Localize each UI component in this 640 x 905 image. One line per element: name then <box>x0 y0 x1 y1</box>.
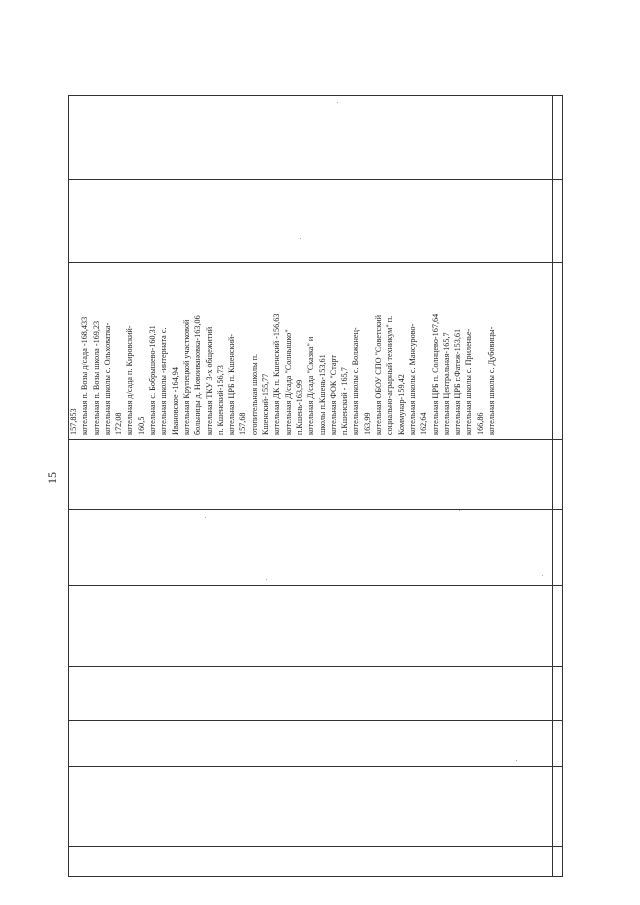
list-item: котельная школы с. Волжанец- <box>351 327 361 435</box>
list-item: 163,99 <box>362 412 372 435</box>
list-item: котельная Д/сада "Солнышко" <box>283 329 293 435</box>
scan-speck <box>516 760 517 761</box>
list-item: 172,08 <box>114 412 124 435</box>
scan-speck <box>459 510 460 511</box>
list-item: больницы д. Новоивановка-163,06 <box>193 315 203 435</box>
list-item: котельная ЦРБ п. Кшенский- <box>227 334 237 435</box>
list-item: школы п.Кшень-153,61 <box>317 354 327 435</box>
list-item: котельная ТКУ 3-х общежитий <box>204 326 214 435</box>
page-number: 15 <box>45 472 59 484</box>
list-item: котельная п. Возы д/сада -168,433 <box>80 316 90 435</box>
list-item: котельная п. Возы школа -169,23 <box>91 320 101 435</box>
list-item: котельная школы с. Дубовицы- <box>486 326 496 435</box>
scan-speck <box>300 238 301 239</box>
boiler-list-cell <box>68 262 563 438</box>
list-item: п.Кшень-163,99 <box>294 379 304 435</box>
list-item: социально-аграрный техникум" п. <box>385 315 395 435</box>
scan-speck <box>542 575 543 576</box>
list-item: котельная Крупецкой участковой <box>181 319 191 435</box>
list-item: Коммунар-159,42 <box>396 374 406 435</box>
boiler-list <box>68 265 497 435</box>
list-item: котельная ДК п. Кшенский -156,63 <box>272 313 282 435</box>
list-item: Ивановское -164,94 <box>170 367 180 435</box>
scan-speck <box>205 517 206 518</box>
table-row-divider <box>69 439 562 440</box>
list-item: 157,853 <box>69 408 78 435</box>
list-item: котельная ЦРБ г.Фатеж-153,61 <box>453 328 463 435</box>
list-item: котельная школы с. Ольховатка- <box>102 322 112 435</box>
list-item: отопительная школы п. <box>249 353 259 435</box>
list-item: котельная с. Бобрышево-160,31 <box>148 325 158 435</box>
table-row-divider <box>69 666 562 667</box>
table-row-divider <box>69 846 562 847</box>
list-item: 166,86 <box>475 412 485 435</box>
list-item: котельная школы -интерната с. <box>159 327 169 435</box>
list-item: котельная ЦРБ п. Солнцево-167,64 <box>430 313 440 435</box>
list-item: котельная школы с. Приленье- <box>464 328 474 435</box>
scan-speck <box>266 579 267 580</box>
list-item: котельная ФОК "Старт <box>328 355 338 435</box>
list-item: котельная школы с. Мансурово- <box>407 323 417 435</box>
list-item: 162,64 <box>419 412 429 435</box>
table-column-divider <box>552 96 553 876</box>
list-item: Кшенский-155,77 <box>261 373 271 435</box>
list-item: котельная Центральная-165,7 <box>441 332 451 435</box>
table-row-divider <box>69 509 562 510</box>
scan-speck <box>337 102 338 103</box>
table-row-divider <box>69 179 562 180</box>
list-item: котельная ОБОУ СПО "Советский <box>374 315 384 435</box>
list-item: котельная д/сада п. Кировский- <box>125 325 135 435</box>
table-row-divider <box>69 720 562 721</box>
table-row-divider <box>69 766 562 767</box>
list-item: п.Кшенский - 165,7 <box>340 367 350 435</box>
list-item: п. Кшенский-156,73 <box>215 365 225 435</box>
rotated-text-block <box>68 262 563 438</box>
data-table <box>68 95 563 877</box>
list-item: 160,5 <box>136 416 146 435</box>
list-item: 157,68 <box>238 412 248 435</box>
list-item: котельная Д/сада "Сказка" и <box>306 336 316 435</box>
table-row-divider <box>69 585 562 586</box>
